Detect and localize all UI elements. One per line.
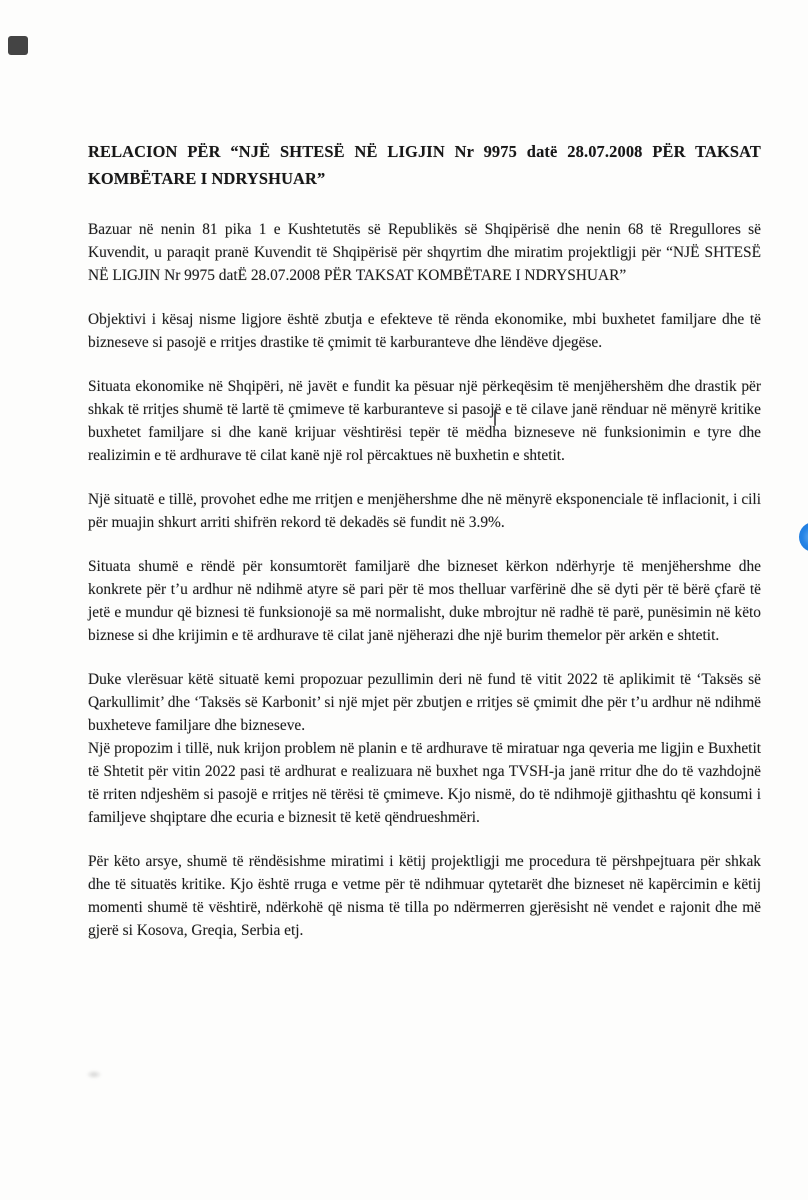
document-title: RELACION PËR “NJË SHTESË NË LIGJIN Nr 9975 datë 28.07.2008 PËR TAKSAT KOMBËTARE I NDRYSHUAR” [88,142,761,188]
paragraph: Një situatë e tillë, provohet edhe me rritjen e menjëhershme dhe në mënyrë eksponenciale të inflacionit, i cili për muajin shkurt arriti shifrën rekord të dekadës së fundit në 3.9%. [88,491,761,531]
paragraph: Objektivi i kësaj nisme ligjore është zbutja e efekteve të rënda ekonomike, mbi buxhetet familjare dhe të bizneseve si pasojë e rritjes drastike të çmimit të karburanteve dhe lëndëve djegëse. [88,311,761,351]
paragraph: Bazuar në nenin 81 pika 1 e Kushtetutës së Republikës së Shqipërisë dhe nenin 68 të Rregullores së Kuvendit, u paraqit pranë Kuvendit të Shqipërisë për shqyrtim dhe miratim projektligji për “NJË SHTESË NË LIGJIN Nr 9975 datË 28.07.2008 PËR TAKSAT KOMBËTARE I NDRYSHUAR” [88,221,761,284]
document-content [88,138,761,963]
paragraph: Situata ekonomike në Shqipëri, në javët e fundit ka pësuar një përkeqësim të menjëhershëm dhe drastik për shkak të rritjes shumë të lartë të çmimeve të karburanteve si pasojë e të cilave janë rënduar në mënyrë kritike buxhetet familjare si dhe kanë krijuar vështirësi tepër të mëdha bizneseve në funksionimin e tyre dhe realizimin e të ardhurave të cilat kanë një rol përcaktues në buxhetin e shtetit. [88,378,761,464]
paragraph: Për këto arsye, shumë të rëndësishme miratimi i këtij projektligji me procedura të përshpejtuara për shkak dhe të situatës kritike. Kjo është rruga e vetme për të ndihmuar qytetarët dhe bizneset në kapërcimin e këtij momenti shumë të vështirë, ndërkohë që nisma të tilla po ndërmerren gjerësisht në vendet e rajonit dhe më gjerë si Kosova, Greqia, Serbia etj. [88,853,761,939]
smudge-artifact [86,1070,102,1079]
blue-dot-artifact [799,522,808,552]
paragraph: Situata shumë e rëndë për konsumtorët familjarë dhe bizneset kërkon ndërhyrje të menjëhershme dhe konkrete për t’u ardhur në ndihmë atyre së pari për të mos thelluar varfërinë dhe së dyti për të bërë çfarë të jetë e mundur që biznesi të funksionojë sa më normalisht, duke mbrojtur në radhë të parë, punësimin në këto biznese si dhe krijimin e të ardhurave të cilat janë njëherazi dhe një burim themelor për arkën e shtetit. [88,558,761,644]
scan-corner-mark [8,36,28,55]
paragraph: Duke vlerësuar këtë situatë kemi propozuar pezullimin deri në fund të vitit 2022 të aplikimit të ‘Taksës së Qarkullimit’ dhe ‘Taksës së Karbonit’ si një mjet për zbutjen e rritjes së çmimit dhe për t’u ardhur në ndihmë buxheteve familjare dhe bizneseve. [88,671,761,734]
paragraph: Një propozim i tillë, nuk krijon problem në planin e të ardhurave të miratuar nga qeveria me ligjin e Buxhetit të Shtetit për vitin 2022 pasi të ardhurat e realizuara në buxhet nga TVSH-ja janë rritur dhe do të vazhdojnë të rriten ndjeshëm si pasojë e rritjes në tërësi të çmimeve. Kjo nismë, do të ndihmojë gjithashtu që konsumi i familjeve shqiptare dhe ecuria e biznesit të ketë qëndrueshmëri. [88,740,761,826]
paragraph-list [88,218,761,942]
